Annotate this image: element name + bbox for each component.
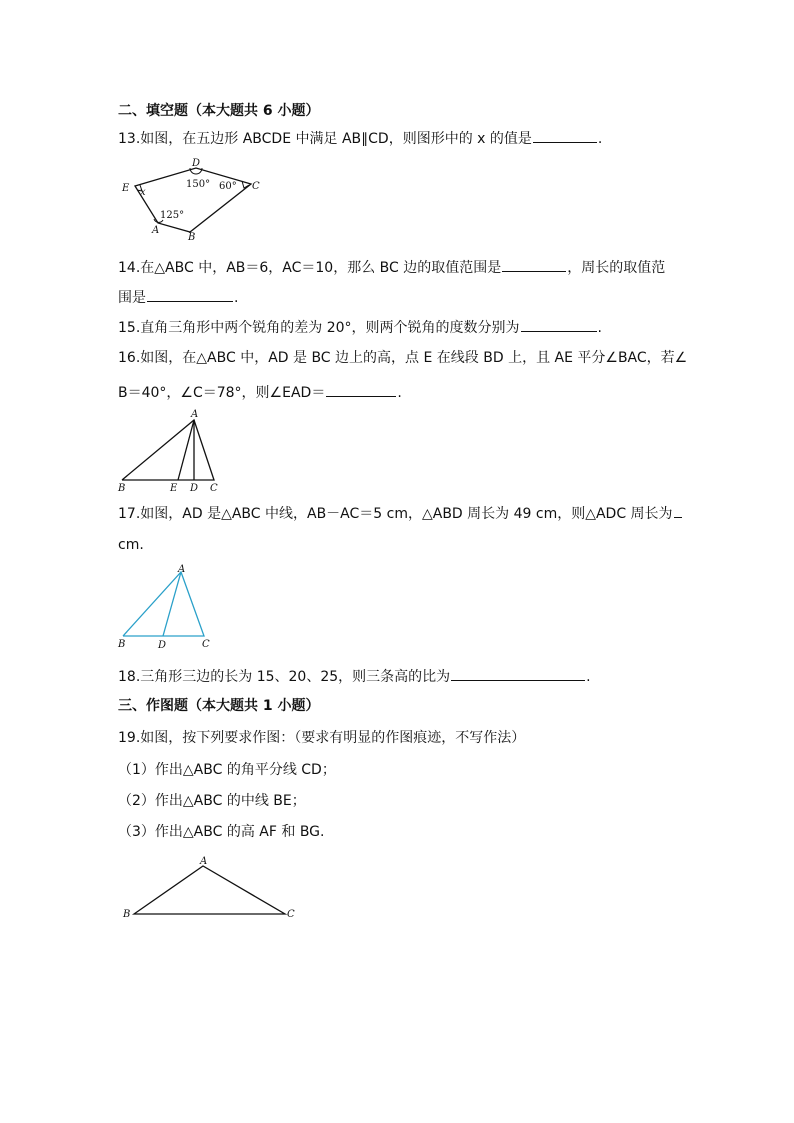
figure-pentagon <box>118 156 260 243</box>
figure-triangle-median <box>118 562 218 651</box>
question-15 <box>118 317 602 338</box>
label-c-16: C <box>210 483 218 494</box>
triangle-abc-17 <box>123 572 204 636</box>
label-c-17: C <box>202 639 210 650</box>
section-title-fill-in: 二、填空题（本大题共 6 小题） <box>118 103 320 119</box>
label-b-19: B <box>123 909 131 920</box>
question-14-text-1-end: ，周长的取值范 <box>567 260 666 276</box>
angle-value-150: 150° <box>186 179 211 190</box>
answer-blank-17[interactable] <box>674 503 682 518</box>
label-a-19: A <box>200 856 208 867</box>
angle-value-125: 125° <box>160 210 185 221</box>
answer-blank-18[interactable] <box>451 666 585 681</box>
answer-blank-14a[interactable] <box>502 257 566 272</box>
question-16-text-2: B＝40°，∠C＝78°，则∠EAD＝ <box>118 385 326 401</box>
label-e: E <box>122 183 130 194</box>
answer-blank-15[interactable] <box>521 317 597 332</box>
triangle-abc-19 <box>134 866 285 914</box>
question-17-line-1 <box>118 503 683 524</box>
question-16-end: . <box>397 385 402 401</box>
label-c: C <box>252 181 260 192</box>
label-b: B <box>188 232 196 243</box>
question-18-end: . <box>586 669 591 685</box>
question-18 <box>118 666 591 687</box>
question-14-line-2 <box>118 287 238 308</box>
label-d-17: D <box>158 640 167 651</box>
label-a-17: A <box>178 564 186 575</box>
segment-ae <box>178 420 194 480</box>
question-14-line-1 <box>118 257 665 278</box>
answer-blank-14b[interactable] <box>147 287 233 302</box>
question-14-text-2-end: . <box>234 290 239 306</box>
question-13 <box>118 128 602 149</box>
label-a: A <box>152 225 160 236</box>
label-a-16: A <box>191 409 199 420</box>
label-b-17: B <box>118 639 126 650</box>
answer-blank-13[interactable] <box>533 128 597 143</box>
question-13-text: 13.如图，在五边形 ABCDE 中满足 AB∥CD，则图形中的 x 的值是 <box>118 131 532 147</box>
question-19-item-1: （1）作出△ABC 的角平分线 CD； <box>118 762 336 778</box>
question-19: 19.如图，按下列要求作图：（要求有明显的作图痕迹，不写作法） <box>118 730 526 746</box>
question-15-text: 15.直角三角形中两个锐角的差为 20°，则两个锐角的度数分别为 <box>118 320 520 336</box>
question-14-text-2: 围是 <box>118 290 146 306</box>
question-13-end: . <box>597 131 603 147</box>
question-14-text-1: 14.在△ABC 中，AB＝6，AC＝10，那么 BC 边的取值范围是 <box>118 260 502 276</box>
label-d-16: D <box>190 483 199 494</box>
question-17-line-2: cm. <box>118 537 144 553</box>
figure-triangle-construction <box>118 852 308 922</box>
answer-blank-16[interactable] <box>326 382 396 397</box>
label-b-16: B <box>118 483 126 494</box>
question-19-item-2: （2）作出△ABC 的中线 BE； <box>118 793 306 809</box>
pentagon-shape <box>135 168 251 232</box>
question-17-text-1: 17.如图，AD 是△ABC 中线，AB－AC＝5 cm，△ABD 周长为 49 cm，则△ADC 周长为 <box>118 506 673 522</box>
question-16-line-1: 16.如图，在△ABC 中，AD 是 BC 边上的高，点 E 在线段 BD 上，且 AE 平分∠BAC，若∠ <box>118 350 688 366</box>
section-title-construction: 三、作图题（本大题共 1 小题） <box>118 698 320 714</box>
label-d: D <box>192 158 201 169</box>
label-e-16: E <box>170 483 178 494</box>
label-c-19: C <box>287 909 295 920</box>
angle-value-60: 60° <box>219 181 237 192</box>
question-18-text: 18.三角形三边的长为 15、20、25，则三条高的比为 <box>118 669 451 685</box>
question-15-end: . <box>597 320 602 336</box>
label-x: x <box>140 187 146 198</box>
triangle-abc-16 <box>122 420 214 480</box>
figure-triangle-altitude <box>118 410 228 492</box>
question-16-line-2 <box>118 382 402 403</box>
question-19-item-3: （3）作出△ABC 的高 AF 和 BG. <box>118 824 325 840</box>
